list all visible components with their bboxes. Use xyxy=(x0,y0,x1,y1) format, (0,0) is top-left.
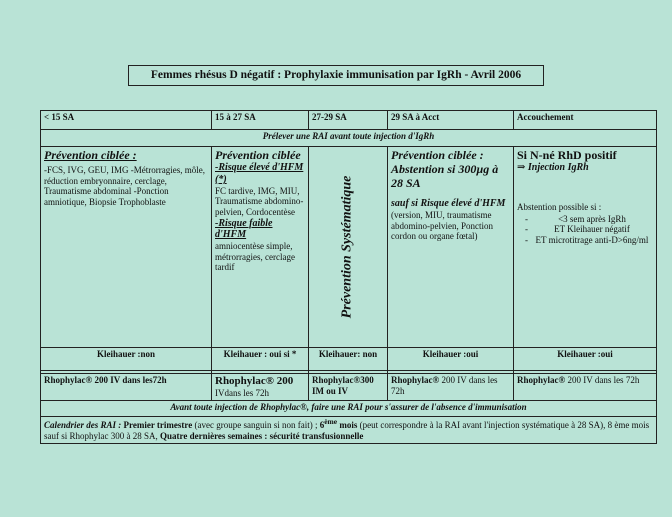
kleihauer-cell: Kleihauer :non xyxy=(41,348,212,371)
calendar-m6-paren: (peut correspondre à la RAI avant l'injection systématique à 28 SA), 8 ème mois sauf si Rhophylac 300 à 28 SA, xyxy=(44,420,650,441)
rhophylac-cell-2 xyxy=(212,374,309,401)
page-title: Femmes rhésus D négatif : Prophylaxie immunisation par IgRh - Avril 2006 xyxy=(128,65,544,86)
instruction-row xyxy=(41,130,657,147)
rhophylac-row xyxy=(41,374,657,401)
rhophylac-bold: Rhophylac® 200 xyxy=(215,375,294,387)
rhophylac-cell-4 xyxy=(388,374,514,401)
instruction-text: Prélever une RAI avant toute injection d'IgRh xyxy=(41,130,657,147)
col1-body xyxy=(44,165,208,207)
col4-exception: sauf si Risque élevé d'HFM xyxy=(391,198,506,210)
rhophylac-cell-3 xyxy=(309,374,388,401)
calendar-label: Calendrier des RAI : xyxy=(44,420,122,430)
rhophylac-text: Rhophylac® 200 IV dans les72h xyxy=(44,375,167,385)
calendar-m6: 6 xyxy=(319,420,325,430)
header-row xyxy=(41,111,657,130)
kleihauer-cell: Kleihauer :oui xyxy=(514,348,657,371)
condition-item: - <3 sem après IgRh xyxy=(525,214,653,225)
rhophylac-text: Rhophylac®300 IM ou IV xyxy=(312,375,374,396)
kleihauer-cell: Kleihauer :oui xyxy=(388,348,514,371)
col5-conditions xyxy=(525,214,653,246)
header-15-27: 15 à 27 SA xyxy=(212,111,309,130)
rhophylac-bold: Rhophylac® xyxy=(391,375,440,385)
systematic-prevention-label: Prévention Systématique xyxy=(339,175,355,319)
col1-text: -FCS, IVG, GEU, IMG -Métrorragies, môle, réduction embryonnaire, cerclage, Traumatisme abdominal -Ponction amniotique, Biopsie Trophoblaste xyxy=(44,165,205,207)
col2-cell xyxy=(212,147,309,348)
calendar-m6-sup: ème xyxy=(324,417,338,426)
arrow-icon: ⇒ xyxy=(517,162,526,174)
calendar-row xyxy=(41,417,657,444)
kleihauer-cell: Kleihauer: non xyxy=(309,348,388,371)
calendar-last: Quatre dernières semaines : sécurité transfusionnelle xyxy=(160,430,364,441)
col1-heading: Prévention ciblée : xyxy=(44,148,137,162)
col5-heading: Si N-né RhD positif xyxy=(517,148,617,162)
kleihauer-row xyxy=(41,348,657,371)
col2-risk-high: -Risque élevé d'HFM (*) xyxy=(215,162,304,185)
col5-cell xyxy=(514,147,657,348)
rhophylac-rest: IVdans les 72h xyxy=(215,387,269,398)
header-29-acct: 29 SA à Acct xyxy=(388,111,514,130)
rhophylac-bold: Rhophylac® xyxy=(517,375,566,385)
col5-injection-line xyxy=(517,162,653,174)
col4-exception-block xyxy=(391,198,510,242)
col4-cell xyxy=(388,147,514,348)
rhophylac-cell-5 xyxy=(514,374,657,401)
condition-item: - ET Kleihauer négatif xyxy=(525,224,653,235)
prophylaxis-table xyxy=(40,110,657,444)
header-27-29: 27-29 SA xyxy=(309,111,388,130)
header-lt15: < 15 SA xyxy=(41,111,212,130)
col4-heading: Prévention ciblée : Abstention si 300µg à 28 SA xyxy=(391,148,499,191)
col4-exception-body: (version, MIU, traumatisme abdomino-pelvien, Ponction cordon ou organe fœtal) xyxy=(391,210,493,242)
col2-risk-low: -Risque faible d'HFM xyxy=(215,217,273,241)
calendar-t1: Premier trimestre xyxy=(123,420,193,430)
col2-risk-high-body: FC tardive, IMG, MIU, Traumatisme abdomino-pelvien, Cordocentèse xyxy=(215,185,304,217)
col2-risk-low-body: amniocentèse simple, métrorragies, cerclage tardif xyxy=(215,241,295,273)
prevention-row xyxy=(41,147,657,348)
calendar-m6-rest: mois xyxy=(339,420,358,430)
col5-injection: Injection IgRh xyxy=(527,162,589,174)
col3-cell xyxy=(309,147,388,348)
calendar-t1-rest: (avec groupe sanguin si non fait) ; xyxy=(194,420,318,430)
kleihauer-cell: Kleihauer : oui si * xyxy=(212,348,309,371)
rhophylac-rest: 200 IV dans les 72h xyxy=(391,375,498,396)
rhophylac-cell-1 xyxy=(41,374,212,401)
header-accouchement: Accouchement xyxy=(514,111,657,130)
col1-cell xyxy=(41,147,212,348)
condition-item: - ET microtitrage anti-D>6ng/ml xyxy=(525,235,653,246)
col2-heading: Prévention ciblée xyxy=(215,148,301,162)
calendar-cell xyxy=(41,417,657,444)
rhophylac-rest: 200 IV dans les 72h xyxy=(567,375,640,385)
note-row xyxy=(41,401,657,417)
note-text: Avant toute injection de Rhophylac®, faire une RAI pour s'assurer de l'absence d'immunisation xyxy=(41,401,657,417)
col5-abstention: Abstention possible si : xyxy=(517,201,602,212)
